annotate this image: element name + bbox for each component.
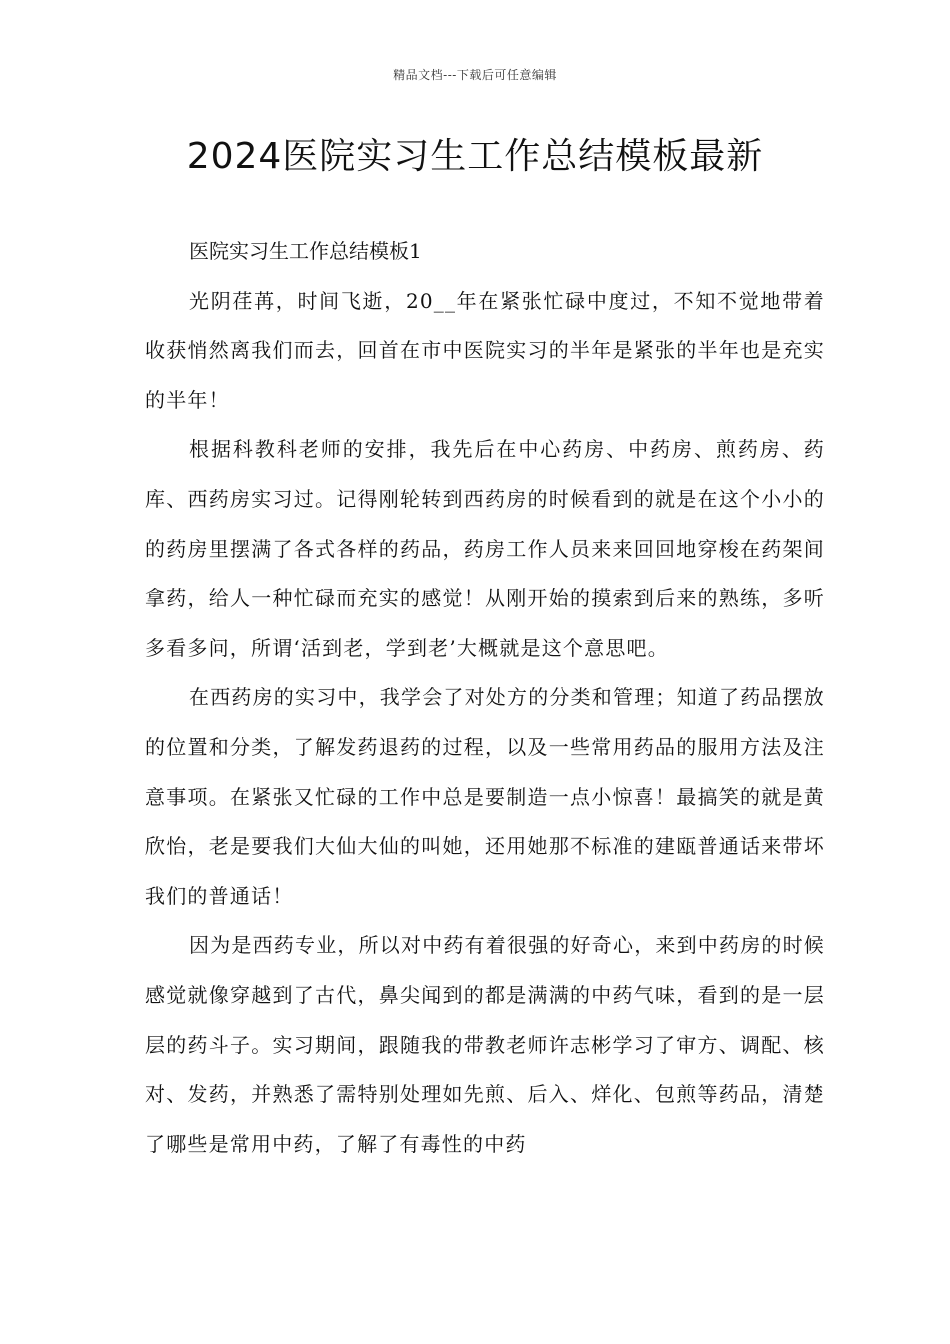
paragraph-3: 在西药房的实习中，我学会了对处方的分类和管理；知道了药品摆放的位置和分类，了解发药退药的过程，以及一些常用药品的服用方法及注意事项。在紧张又忙碌的工作中总是要制造一点小惊喜！最搞笑的就是黄欣怡，老是要我们大仙大仙的叫她，还用她那不标准的建瓯普通话来带坏我们的普通话！ bbox=[145, 685, 825, 908]
paragraph-2: 根据科教科老师的安排，我先后在中心药房、中药房、煎药房、药库、西药房实习过。记得刚轮转到西药房的时候看到的就是在这个小小的的药房里摆满了各式各样的药品，药房工作人员来来回回地穿梭在药架间拿药，给人一种忙碌而充实的感觉！从刚开始的摸索到后来的熟练，多听多看多问，所谓‘活到老，学到老’大概就是这个意思吧。 bbox=[145, 437, 825, 660]
paragraph-1: 光阴荏苒，时间飞逝，20__年在紧张忙碌中度过，不知不觉地带着收获悄然离我们而去，回首在市中医院实习的半年是紧张的半年也是充实的半年！ bbox=[145, 288, 825, 412]
document-title: 2024医院实习生工作总结模板最新 bbox=[186, 136, 764, 177]
document-body bbox=[145, 227, 825, 1169]
paragraph-4: 因为是西药专业，所以对中药有着很强的好奇心，来到中药房的时候感觉就像穿越到了古代，鼻尖闻到的都是满满的中药气味，看到的是一层层的药斗子。实习期间，跟随我的带教老师许志彬学习了审方、调配、核对、发药，并熟悉了需特别处理如先煎、后入、烊化、包煎等药品，清楚了哪些是常用中药，了解了有毒性的中药 bbox=[145, 933, 825, 1156]
section-heading: 医院实习生工作总结模板1 bbox=[189, 239, 422, 263]
header-note: 精品文档---下载后可任意编辑 bbox=[393, 68, 557, 82]
